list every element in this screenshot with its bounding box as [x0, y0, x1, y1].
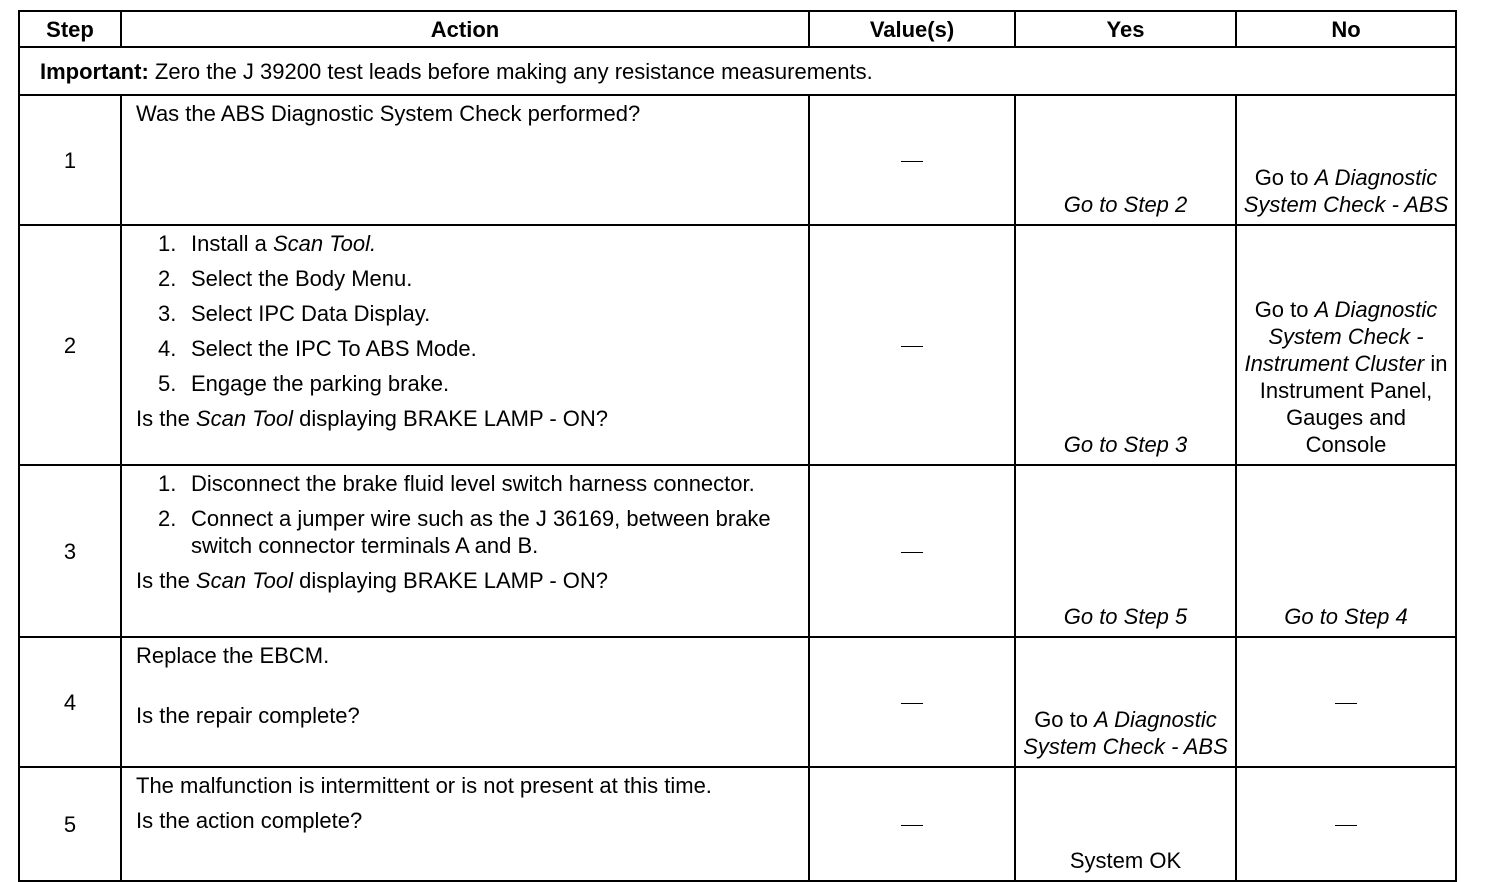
- action-text: The malfunction is intermittent or is not present at this time.: [136, 773, 712, 798]
- value-cell: [809, 767, 1015, 881]
- dash-mark: [901, 703, 923, 704]
- diagnostic-table: [18, 10, 1457, 882]
- no-cell: [1236, 465, 1456, 637]
- action-question: [136, 567, 796, 594]
- list-number: 5.: [158, 371, 177, 396]
- no-link[interactable]: A Diagnostic System Check - ABS: [1243, 165, 1449, 217]
- list-item: [136, 230, 796, 257]
- header-step: Step: [19, 11, 121, 47]
- list-number: 3.: [158, 301, 177, 326]
- yes-prefix: Go to: [1034, 707, 1095, 732]
- no-link[interactable]: A Diagnostic System Check - Instrument Cluster: [1244, 297, 1438, 376]
- dash-mark: [1335, 825, 1357, 826]
- question-pre: Is the: [136, 406, 196, 431]
- step-number: 4: [19, 637, 121, 767]
- list-item: [136, 335, 796, 362]
- dash-mark: [901, 161, 923, 162]
- no-prefix: Go to: [1254, 297, 1315, 322]
- step-number: 1: [19, 95, 121, 225]
- question-post: displaying BRAKE LAMP - ON?: [292, 568, 609, 593]
- action-question: Is the action complete?: [136, 808, 363, 833]
- list-number: 1.: [158, 231, 177, 256]
- yes-cell: [1015, 637, 1236, 767]
- yes-cell: [1015, 95, 1236, 225]
- header-values: Value(s): [809, 11, 1015, 47]
- table-row: [19, 465, 1456, 637]
- list-text: Select the Body Menu.: [191, 266, 413, 291]
- dash-mark: [901, 552, 923, 553]
- value-cell: [809, 225, 1015, 465]
- header-yes: Yes: [1015, 11, 1236, 47]
- header-no: No: [1236, 11, 1456, 47]
- list-item: [136, 505, 796, 559]
- list-text: Select the IPC To ABS Mode.: [191, 336, 477, 361]
- question-em: Scan Tool: [195, 568, 293, 593]
- list-item: [136, 265, 796, 292]
- yes-text: Go to Step 3: [1063, 432, 1188, 457]
- action-cell: [121, 767, 809, 881]
- table-row: [19, 95, 1456, 225]
- question-post: displaying BRAKE LAMP - ON?: [292, 406, 609, 431]
- header-row: [19, 11, 1456, 47]
- value-cell: [809, 95, 1015, 225]
- list-number: 4.: [158, 336, 177, 361]
- no-cell: [1236, 225, 1456, 465]
- table-row: [19, 637, 1456, 767]
- yes-cell: [1015, 465, 1236, 637]
- yes-cell: [1015, 225, 1236, 465]
- yes-cell: [1015, 767, 1236, 881]
- note-row: [19, 47, 1456, 95]
- action-list: [136, 470, 796, 559]
- dash-mark: [1335, 703, 1357, 704]
- action-cell: [121, 95, 809, 225]
- no-cell: [1236, 767, 1456, 881]
- no-cell: [1236, 95, 1456, 225]
- action-text: Replace the EBCM.: [136, 643, 330, 668]
- no-cell: [1236, 637, 1456, 767]
- question-em: Scan Tool: [195, 406, 293, 431]
- list-em: Scan Tool.: [272, 231, 377, 256]
- yes-text: System OK: [1069, 848, 1182, 873]
- step-number: 5: [19, 767, 121, 881]
- yes-text: Go to Step 5: [1063, 604, 1188, 629]
- action-cell: [121, 225, 809, 465]
- no-prefix: Go to: [1254, 165, 1315, 190]
- list-text: Install a: [191, 231, 273, 256]
- yes-text: Go to Step 2: [1063, 192, 1188, 217]
- table-row: [19, 225, 1456, 465]
- no-suffix: in Instrument Panel, Gauges and Console: [1259, 351, 1448, 457]
- no-text: Go to Step 4: [1284, 604, 1408, 629]
- table-row: [19, 767, 1456, 881]
- note-label: Important:: [40, 58, 149, 84]
- list-text: Connect a jumper wire such as the J 36169, between brake switch connector terminals A and B.: [191, 506, 771, 558]
- list-text: Disconnect the brake fluid level switch harness connector.: [191, 471, 755, 496]
- action-question: Is the repair complete?: [136, 703, 360, 728]
- value-cell: [809, 465, 1015, 637]
- value-cell: [809, 637, 1015, 767]
- list-text: Engage the parking brake.: [191, 371, 450, 396]
- dash-mark: [901, 825, 923, 826]
- list-item: [136, 300, 796, 327]
- yes-link[interactable]: A Diagnostic System Check - ABS: [1023, 707, 1228, 759]
- list-item: [136, 470, 796, 497]
- list-text: Select IPC Data Display.: [191, 301, 431, 326]
- list-number: 1.: [158, 471, 177, 496]
- step-number: 2: [19, 225, 121, 465]
- list-item: [136, 370, 796, 397]
- dash-mark: [901, 346, 923, 347]
- step-number: 3: [19, 465, 121, 637]
- important-note: [19, 47, 1456, 95]
- action-text: Was the ABS Diagnostic System Check performed?: [136, 101, 641, 126]
- header-action: Action: [121, 11, 809, 47]
- action-cell: [121, 465, 809, 637]
- action-list: [136, 230, 796, 397]
- list-number: 2.: [158, 266, 177, 291]
- question-pre: Is the: [136, 568, 196, 593]
- list-number: 2.: [158, 506, 177, 531]
- note-text: Zero the J 39200 test leads before making any resistance measurements.: [154, 58, 873, 84]
- action-cell: [121, 637, 809, 767]
- action-question: [136, 405, 796, 432]
